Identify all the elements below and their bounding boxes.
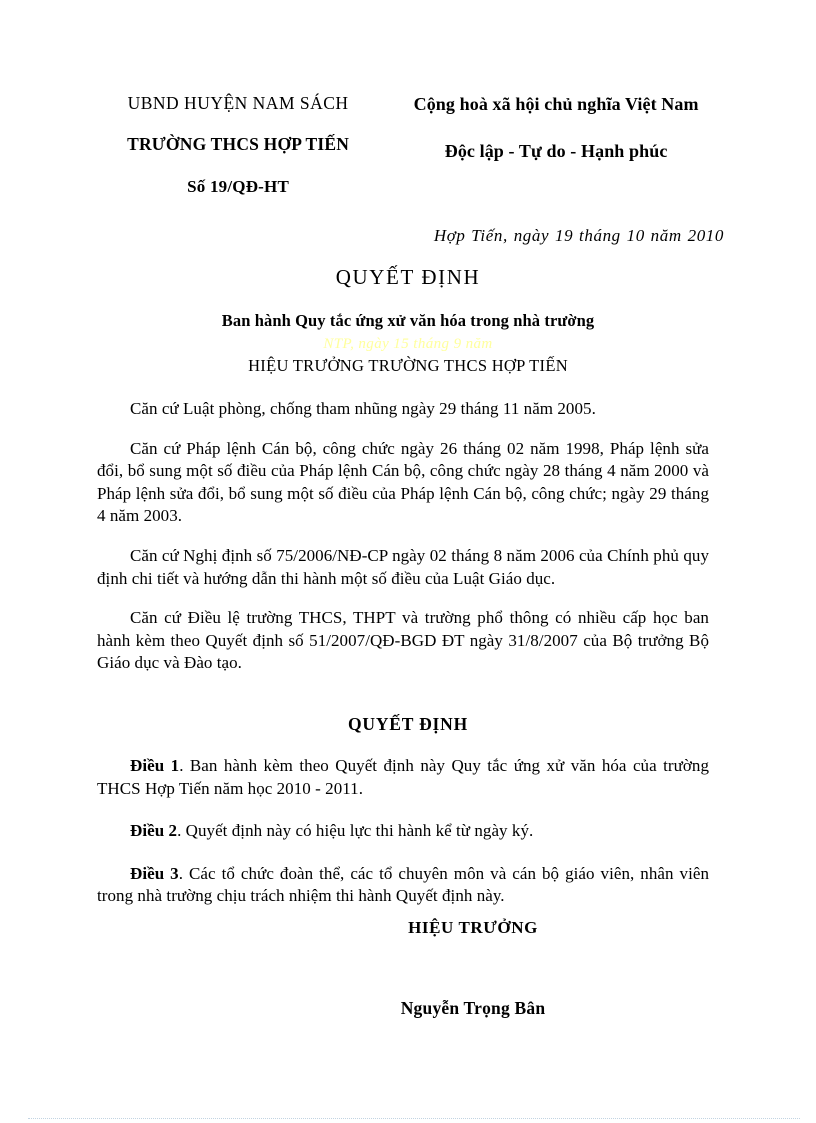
signature-name: Nguyễn Trọng Bân bbox=[400, 998, 546, 1018]
watermark-text: NTP, ngày 15 tháng 9 năm bbox=[323, 336, 493, 352]
issuing-authority-line: HIỆU TRƯỞNG TRƯỜNG THCS HỢP TIẾN bbox=[248, 356, 568, 375]
article-label: Điều 1 bbox=[130, 756, 180, 775]
preamble-paragraph: Căn cứ Pháp lệnh Cán bộ, công chức ngày 26 tháng 02 năm 1998, Pháp lệnh sửa đổi, bổ sung một số điều của Pháp lệnh Cán bộ, công chức ngày 28 tháng 4 năm 2000 và Pháp lệnh sửa đổi, bổ sung một số điều của Pháp lệnh Cán bộ, công chức; ngày 29 tháng 4 năm 2003. bbox=[97, 438, 709, 526]
article-label: Điều 2 bbox=[130, 821, 178, 841]
header-right-column bbox=[382, 95, 730, 162]
header-left-column bbox=[90, 95, 382, 197]
national-name-line: Cộng hoà xã hội chủ nghĩa Việt Nam bbox=[413, 94, 699, 114]
page-title: QUYẾT ĐỊNH bbox=[335, 265, 481, 289]
decision-heading: QUYẾT ĐỊNH bbox=[348, 714, 468, 734]
article-text: . Các tổ chức đoàn thể, các tổ chuyên môn và cán bộ giáo viên, nhân viên trong nhà trường chịu trách nhiệm thi hành Quyết định này. bbox=[97, 863, 710, 906]
article-text: . Ban hành kèm theo Quyết định này Quy tắc ứng xử văn hóa của trường THCS Hợp Tiến năm học 2010 - 2011. bbox=[97, 756, 710, 798]
document-subtitle: Ban hành Quy tắc ứng xử văn hóa trong nhà trường bbox=[221, 311, 595, 330]
preamble-block bbox=[97, 398, 709, 675]
school-name-line: TRƯỜNG THCS HỢP TIẾN bbox=[127, 133, 350, 154]
articles-block bbox=[97, 755, 709, 908]
article-label: Điều 3 bbox=[130, 863, 179, 883]
article-item bbox=[97, 863, 709, 908]
preamble-paragraph: Căn cứ Luật phòng, chống tham nhũng ngày 29 tháng 11 năm 2005. bbox=[130, 399, 596, 418]
authority-line: UBND HUYỆN NAM SÁCH bbox=[127, 93, 349, 113]
bottom-dotted-rule bbox=[28, 1118, 800, 1120]
national-motto-line: Độc lập - Tự do - Hạnh phúc bbox=[444, 141, 668, 161]
article-item bbox=[97, 820, 709, 843]
preamble-paragraph: Căn cứ Điều lệ trường THCS, THPT và trường phổ thông có nhiều cấp học ban hành kèm theo Quyết định số 51/2007/QĐ-BGD ĐT ngày 31/8/2007 của Bộ trưởng Bộ Giáo dục và Đào tạo. bbox=[97, 608, 709, 673]
place-and-date-line: Hợp Tiến, ngày 19 tháng 10 năm 2010 bbox=[433, 226, 724, 245]
signature-title: HIỆU TRƯỞNG bbox=[408, 918, 538, 937]
document-header bbox=[90, 95, 730, 197]
article-item bbox=[97, 755, 709, 800]
article-text: . Quyết định này có hiệu lực thi hành kể từ ngày ký. bbox=[177, 821, 534, 841]
document-number: Số 19/QĐ-HT bbox=[187, 177, 290, 196]
preamble-paragraph: Căn cứ Nghị định số 75/2006/NĐ-CP ngày 02 tháng 8 năm 2006 của Chính phủ quy định chi tiết và hướng dẫn thi hành một số điều của Luật Giáo dục. bbox=[97, 546, 709, 588]
